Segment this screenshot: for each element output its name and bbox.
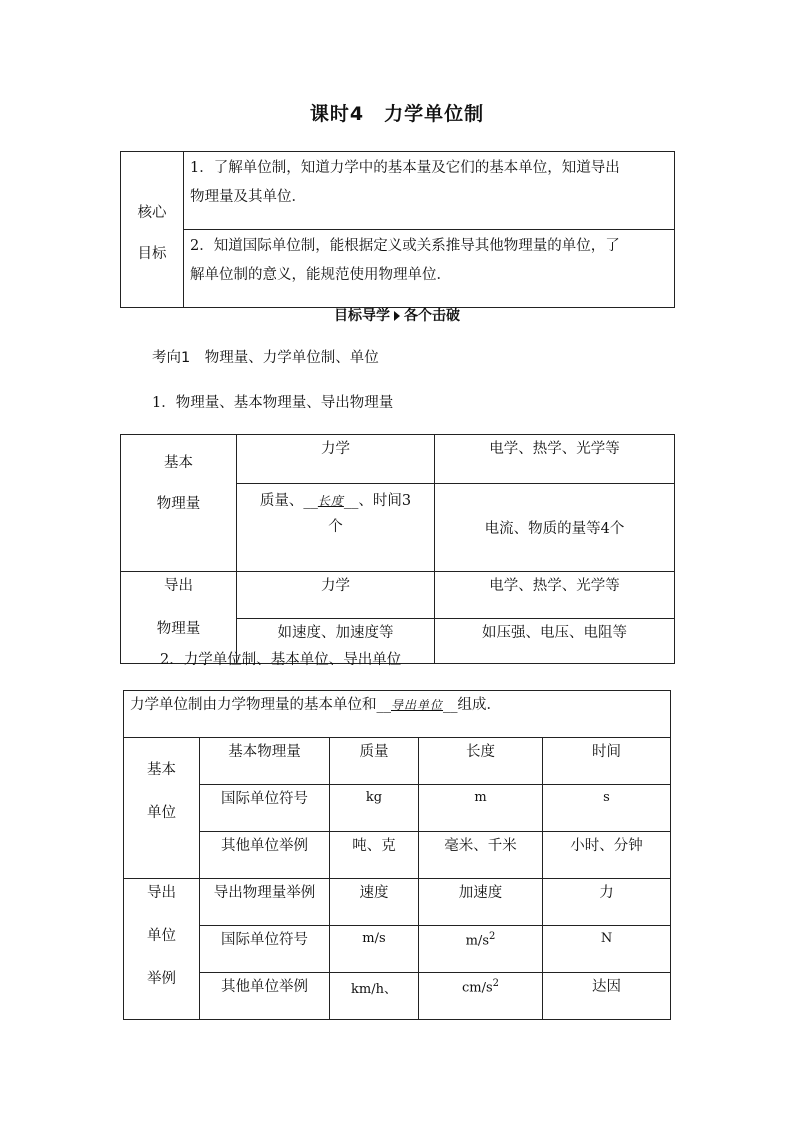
table-cell: 速度 <box>330 879 419 926</box>
table-cell: kg <box>330 785 419 832</box>
goals-table <box>120 151 675 308</box>
table-cell: 质量 <box>330 738 419 785</box>
derived-mech-header-cell: 力学 <box>237 572 435 619</box>
page-title: 课时4 力学单位制 <box>309 103 485 125</box>
subheading-1: 1．物理量、基本物理量、导出物理量 <box>152 395 394 411</box>
goal-item-2 <box>184 230 675 308</box>
units-intro-cell: 力学单位制由力学物理量的基本单位和__导出单位__组成． <box>124 691 671 738</box>
table-cell: 时间 <box>543 738 671 785</box>
superscript: 2 <box>492 978 500 989</box>
goal-item-1-line2: 物理量及其单位． <box>190 189 306 205</box>
mech-header-cell: 力学 <box>237 435 435 484</box>
subheading-2: 2．力学单位制、基本单位、导出单位 <box>160 652 402 668</box>
fill-blank-answer-2: 导出单位 <box>391 698 444 712</box>
table-cell: $m/s^2$ <box>419 926 543 973</box>
row-label: 国际单位符号 <box>200 926 330 973</box>
table-cell: s <box>543 785 671 832</box>
goal-item-1-line1: 1．了解单位制，知道力学中的基本量及它们的基本单位，知道导出 <box>190 160 620 176</box>
table-cell: 力 <box>543 879 671 926</box>
goals-label-cell <box>121 152 184 308</box>
section-header <box>0 305 794 325</box>
derived-other-header-cell: 电学、热学、光学等 <box>435 572 675 619</box>
row-label: 其他单位举例 <box>200 832 330 879</box>
basic-mech-cell: 质量、__长度__、时间3 个 <box>237 483 435 571</box>
arrow-right-icon <box>394 311 400 321</box>
section-header-left: 目标导学 <box>334 308 390 324</box>
row-label: 导出物理量举例 <box>200 879 330 926</box>
table-cell: N <box>543 926 671 973</box>
basic-quantity-label: 基本 物理量 <box>121 435 237 572</box>
row-label: 其他单位举例 <box>200 973 330 1020</box>
derived-units-label: 导出 单位 举例 <box>124 879 200 1020</box>
other-header-cell: 电学、热学、光学等 <box>435 435 675 484</box>
table-cell: m/s <box>330 926 419 973</box>
goal-item-1 <box>184 152 675 230</box>
table-cell: 小时、分钟 <box>543 832 671 879</box>
table-cell: 毫米、千米 <box>419 832 543 879</box>
table-cell: 吨、克 <box>330 832 419 879</box>
mechanics-units-table <box>123 690 671 1020</box>
basic-other-cell: 电流、物质的量等4个 <box>435 483 675 571</box>
table-cell: 长度 <box>419 738 543 785</box>
section-header-right: 各个击破 <box>404 308 460 324</box>
table-cell: km/h、 <box>330 973 419 1020</box>
goal-item-2-line2: 解单位制的意义，能规范使用物理单位． <box>190 267 451 283</box>
basic-units-label: 基本 单位 <box>124 738 200 879</box>
superscript: 2 <box>489 931 496 942</box>
table-cell: 加速度 <box>419 879 543 926</box>
topic-1-heading: 考向1 物理量、力学单位制、单位 <box>152 350 379 366</box>
table-cell: $cm/s^2$ <box>419 973 543 1020</box>
table-cell: m <box>419 785 543 832</box>
derived-quantity-label: 导出 物理量 <box>121 572 237 664</box>
derived-other-cell: 如压强、电压、电阻等 <box>435 619 675 664</box>
row-label: 基本物理量 <box>200 738 330 785</box>
table-cell: 达因 <box>543 973 671 1020</box>
goals-label-top: 核心 <box>137 204 167 221</box>
goals-label-bottom: 目标 <box>137 245 167 262</box>
fill-blank-answer: 长度 <box>317 493 344 508</box>
row-label: 国际单位符号 <box>200 785 330 832</box>
goal-item-2-line1: 2．知道国际单位制，能根据定义或关系推导其他物理量的单位，了 <box>190 238 620 254</box>
derived-mech-cell: 如速度、加速度等 <box>237 619 435 664</box>
physical-quantities-table <box>120 434 675 664</box>
